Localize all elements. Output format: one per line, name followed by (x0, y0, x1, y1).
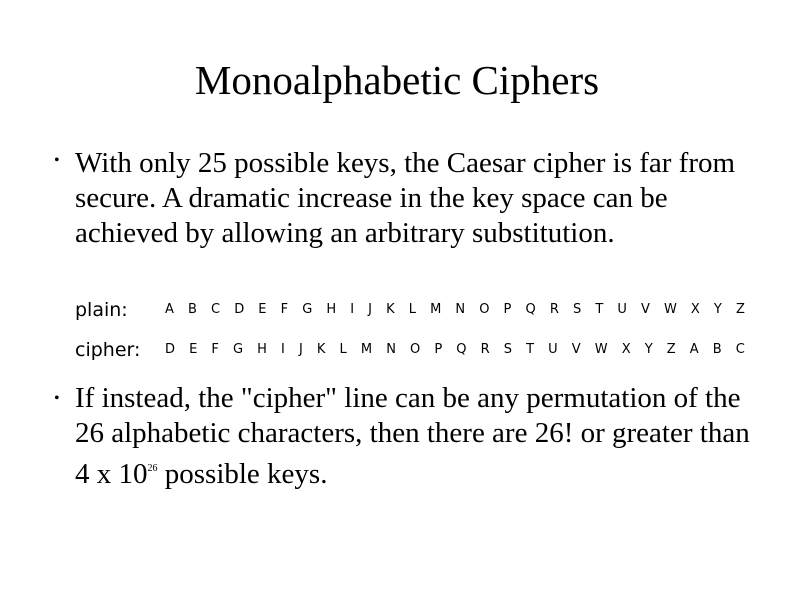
cipher-letter: L (339, 342, 347, 357)
cipher-letter: Y (644, 342, 653, 357)
plain-letter: P (503, 302, 512, 317)
cipher-letter: Z (666, 342, 676, 357)
cipher-letter: A (689, 342, 699, 357)
plain-letter: B (188, 302, 197, 317)
cipher-letter: S (503, 342, 513, 357)
plain-label: plain: (75, 299, 128, 321)
plain-letter: S (572, 302, 582, 317)
cipher-letter: D (165, 342, 176, 357)
cipher-letter: F (211, 342, 219, 357)
cipher-letter: H (257, 342, 267, 357)
slide-title: Monoalphabetic Ciphers (194, 57, 600, 103)
bullet-text-2 (75, 381, 765, 492)
plain-letter: C (211, 302, 221, 317)
plain-letter: G (302, 302, 313, 317)
plain-letter: K (386, 302, 395, 317)
cipher-letter: I (281, 342, 285, 357)
cipher-letter: V (571, 342, 581, 357)
cipher-letter: J (298, 342, 303, 357)
plain-letter: R (549, 302, 559, 317)
plain-letter: H (326, 302, 337, 317)
plain-letter: F (280, 302, 289, 317)
plain-letter: X (690, 302, 700, 317)
plain-letter: M (430, 302, 442, 317)
plain-letter: T (595, 302, 604, 317)
plain-letter: L (408, 302, 416, 317)
plain-letter: I (350, 302, 355, 317)
plain-letter: N (455, 302, 466, 317)
cipher-letter: W (594, 342, 608, 357)
plain-letter: Z (735, 302, 745, 317)
exponent: 26 (147, 463, 158, 474)
cipher-letter: O (410, 342, 421, 357)
plain-letter: O (479, 302, 490, 317)
bullet-text-2-main: If instead, the "cipher" line can be any permutation of the 26 alphabetic characters, then there are 26! or greater than 4 x 10 (75, 382, 750, 490)
cipher-label: cipher: (75, 339, 141, 361)
bullet-marker: • (54, 390, 60, 407)
plain-letter: W (663, 302, 677, 317)
bullet-marker: • (54, 152, 60, 169)
cipher-letter: X (621, 342, 631, 357)
plain-letter: Q (525, 302, 536, 317)
cipher-letter: K (316, 342, 326, 357)
cipher-letter: Q (456, 342, 467, 357)
plain-letter: D (234, 302, 245, 317)
cipher-letters-row (165, 342, 745, 357)
cipher-letter: U (548, 342, 558, 357)
cipher-letter: M (360, 342, 373, 357)
cipher-letter: N (386, 342, 396, 357)
plain-letter: V (640, 302, 650, 317)
cipher-letter: E (189, 342, 198, 357)
cipher-letter: B (712, 342, 722, 357)
plain-letter: E (258, 302, 267, 317)
cipher-letter: T (526, 342, 535, 357)
cipher-letter: G (233, 342, 244, 357)
plain-letter: U (617, 302, 627, 317)
plain-letter: A (165, 302, 174, 317)
plain-letter: J (368, 302, 373, 317)
plain-letter: Y (713, 302, 722, 317)
cipher-letter: R (480, 342, 490, 357)
plain-letters-row (165, 302, 745, 317)
bullet-text-1: With only 25 possible keys, the Caesar cipher is far from secure. A dramatic increase in the key space can be achieved by allowing an arbitrary substitution. (75, 147, 736, 249)
cipher-letter: P (434, 342, 443, 357)
cipher-letter: C (735, 342, 745, 357)
bullet-text-2-end: possible keys. (157, 458, 328, 490)
